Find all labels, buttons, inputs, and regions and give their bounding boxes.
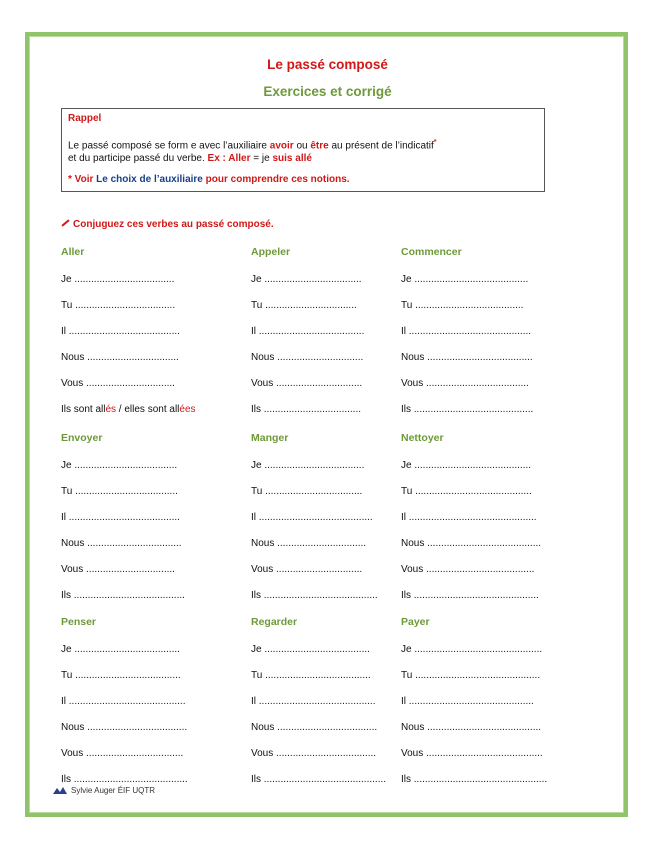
conjugation-line[interactable]: Vous ............................... (251, 378, 363, 389)
conjugation-line[interactable]: Nous ...................................... (401, 352, 533, 363)
conjugation-line[interactable]: Vous ....................................... (401, 564, 535, 575)
conjugation-line[interactable]: Ils ............................................. (401, 590, 539, 601)
conjugation-line[interactable]: Je .......................................... (401, 460, 532, 471)
conjugation-line[interactable]: Nous .................................. (61, 538, 182, 549)
auxiliaire-link[interactable]: Le choix de l’auxiliaire (96, 174, 203, 186)
conjugation-line[interactable]: Ils ................................................ (401, 774, 548, 785)
conjugation-line[interactable]: Il ........................................ (61, 512, 180, 523)
conjugation-line[interactable]: Je ...................................... (61, 644, 180, 655)
rappel-star: * (433, 139, 437, 146)
conjugation-line[interactable]: Ils ................................... (251, 404, 362, 415)
conjugation-line[interactable]: Tu ............................................. (401, 670, 541, 681)
conjugation-line[interactable]: Je .................................... (251, 460, 365, 471)
conjugation-line[interactable]: Vous ................................ (61, 564, 175, 575)
page-subtitle: Exercices et corrigé (263, 84, 392, 99)
conjugation-line-example (61, 404, 196, 415)
conjugation-line[interactable]: Tu ....................................... (401, 300, 524, 311)
conjugation-line[interactable]: Nous ......................................... (401, 722, 542, 733)
conjugation-line[interactable]: Ils ........................................... (401, 404, 534, 415)
conjugation-line[interactable]: Ils ........................................ (61, 590, 185, 601)
verb-heading: Nettoyer (401, 432, 444, 444)
conjugation-line[interactable]: Nous .................................... (251, 722, 378, 733)
instruction (61, 219, 274, 230)
conjugation-line[interactable]: Je ...................................... (251, 644, 370, 655)
conjugation-line[interactable]: Je .................................... (61, 274, 175, 285)
example-part: ées (179, 404, 196, 415)
rappel-text-1a: Le passé composé se form e avec l’auxiliaire (68, 140, 270, 152)
conjugation-line[interactable]: Vous ..................................... (401, 378, 529, 389)
rappel-suis-alle: suis allé (272, 153, 312, 165)
conjugation-line[interactable]: Tu ...................................... (251, 670, 371, 681)
conjugation-line[interactable]: Je ......................................... (401, 274, 529, 285)
rappel-note-b: pour comprendre ces notions. (202, 174, 350, 186)
pencil-icon (61, 220, 69, 227)
rappel-text (68, 136, 544, 165)
rappel-text-1b: ou (293, 140, 311, 152)
conjugation-line[interactable]: Il ........................................ (61, 326, 180, 337)
conjugation-line[interactable]: Il ...................................... (251, 326, 365, 337)
conjugation-line[interactable]: Nous ................................. (61, 352, 179, 363)
conjugation-line[interactable]: Vous .......................................... (401, 748, 543, 759)
conjugation-line[interactable]: Il .......................................... (251, 696, 376, 707)
instruction-text: Conjuguez ces verbes au passé composé. (73, 219, 274, 230)
verb-heading: Aller (61, 246, 85, 258)
example-part: / elles sont all (116, 404, 180, 415)
conjugation-line[interactable]: Il ............................................. (401, 696, 534, 707)
conjugation-line[interactable]: Vous ................................ (61, 378, 175, 389)
verb-heading: Manger (251, 432, 289, 444)
conjugation-line[interactable]: Il ............................................ (401, 326, 532, 337)
rappel-etre: être (310, 140, 329, 152)
conjugation-line[interactable]: Vous ............................... (251, 564, 363, 575)
conjugation-line[interactable]: Nous .................................... (61, 722, 188, 733)
conjugation-line[interactable]: Je ................................... (251, 274, 362, 285)
footer-credit: Sylvie Auger ÉIF UQTR (71, 786, 156, 796)
verb-heading: Commencer (401, 246, 462, 258)
verb-heading: Penser (61, 616, 97, 628)
conjugation-line[interactable]: Vous ................................... (61, 748, 184, 759)
verb-heading: Envoyer (61, 432, 103, 444)
example-part: Ils sont all (61, 404, 106, 415)
conjugation-line[interactable]: Tu ..................................... (61, 486, 178, 497)
conjugation-line[interactable]: Tu .................................... (61, 300, 176, 311)
conjugation-line[interactable]: Ils ............................................ (251, 774, 387, 785)
conjugation-line[interactable]: Vous .................................... (251, 748, 377, 759)
conjugation-line[interactable]: Il .............................................. (401, 512, 537, 523)
conjugation-line[interactable]: Je .............................................. (401, 644, 543, 655)
conjugation-line[interactable]: Tu ................................. (251, 300, 357, 311)
conjugation-line[interactable]: Il .......................................... (61, 696, 186, 707)
rappel-note (68, 174, 544, 185)
rappel-text-2b: = je (250, 153, 273, 165)
conjugation-line[interactable]: Ils ......................................... (61, 774, 188, 785)
conjugation-line[interactable]: Nous ............................... (251, 352, 364, 363)
rappel-box (61, 108, 545, 192)
conjugation-line[interactable]: Tu .......................................... (401, 486, 532, 497)
rappel-title: Rappel (68, 113, 102, 124)
conjugation-line[interactable]: Il ......................................... (251, 512, 373, 523)
page-title: Le passé composé (267, 57, 388, 72)
rappel-example: Ex : Aller (207, 153, 251, 165)
verb-heading: Payer (401, 616, 430, 628)
rappel-text-1c: au présent de l’indicatif (328, 140, 434, 152)
footer (52, 786, 155, 796)
example-part: és (105, 404, 117, 415)
conjugation-line[interactable]: Je ..................................... (61, 460, 178, 471)
verb-heading: Regarder (251, 616, 298, 628)
rappel-avoir: avoir (269, 140, 294, 152)
conjugation-line[interactable]: Ils ......................................... (251, 590, 378, 601)
rappel-text-2a: et du participe passé du verbe. (68, 153, 208, 165)
conjugation-line[interactable]: Tu ...................................... (61, 670, 181, 681)
conjugation-line[interactable]: Tu ................................... (251, 486, 363, 497)
verb-heading: Appeler (251, 246, 291, 258)
conjugation-line[interactable]: Nous ......................................... (401, 538, 542, 549)
rappel-note-a: * Voir (68, 174, 97, 186)
institution-logo-icon (52, 786, 68, 796)
conjugation-line[interactable]: Nous ................................ (251, 538, 367, 549)
